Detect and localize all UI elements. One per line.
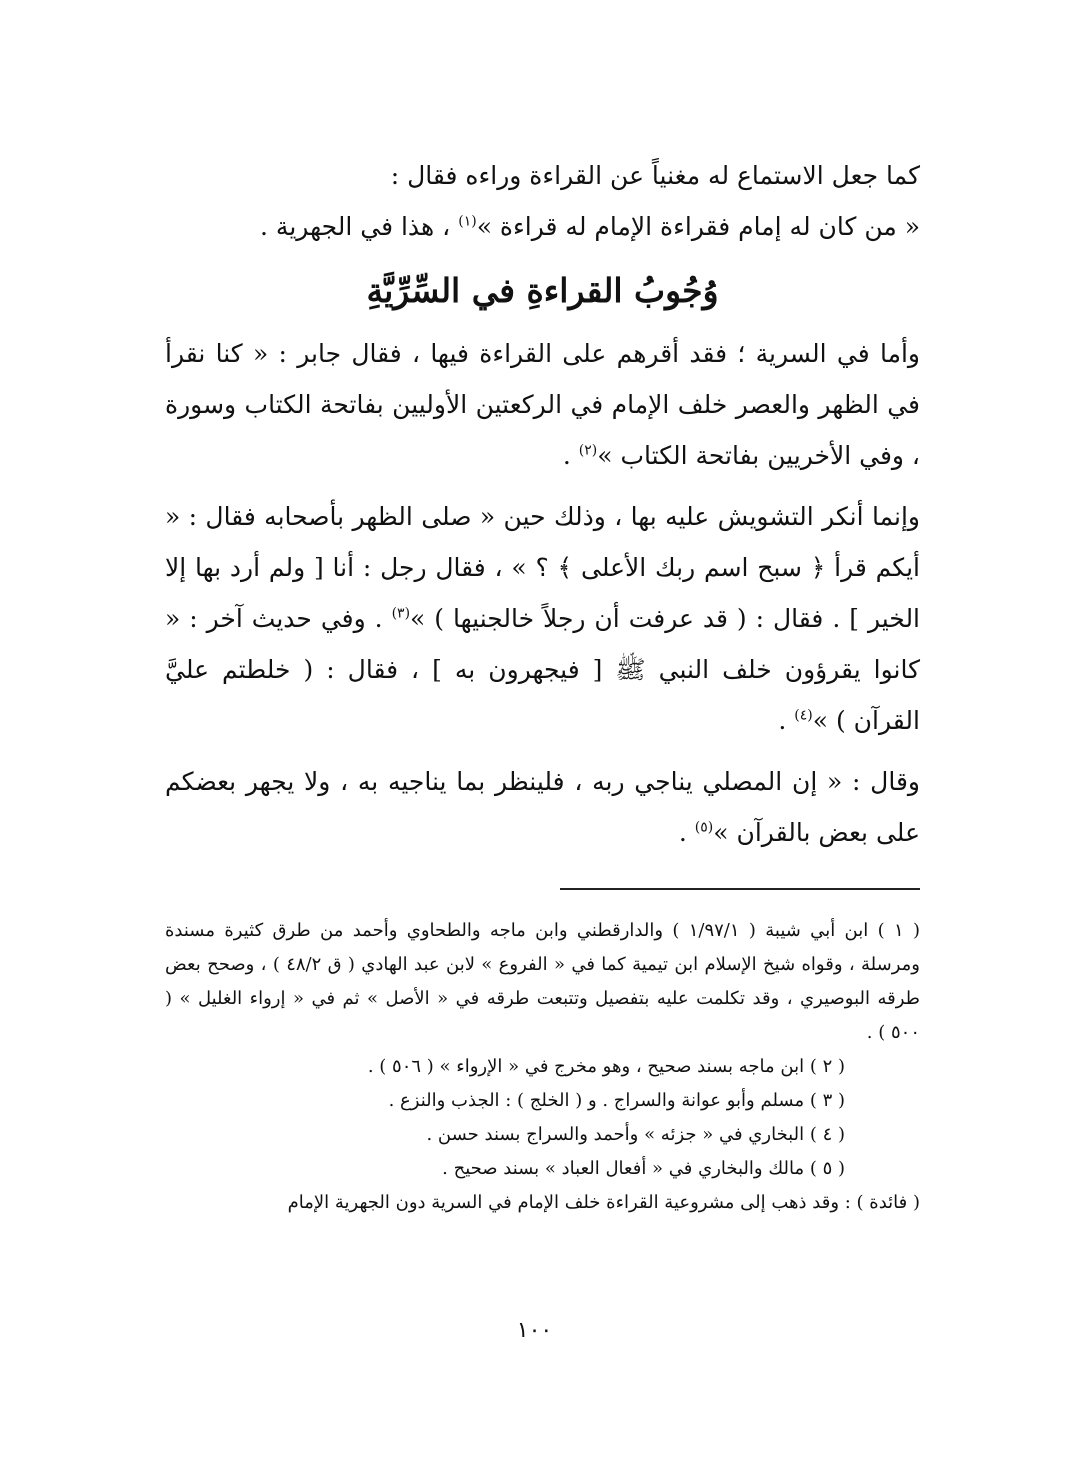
footnote-5: ( ٥ ) مالك والبخاري في « أفعال العباد » بسند صحيح .: [442, 1158, 845, 1179]
paragraph-sirriya-end: .: [562, 441, 579, 470]
quote-line: [165, 201, 920, 252]
paragraph-munajat-text: وقال : « إن المصلي يناجي ربه ، فلينظر بما يناجيه به ، ولا يجهر بعضكم على بعض بالقرآن »: [165, 767, 920, 847]
footnote-1: ( ١ ) ابن أبي شيبة ( ١/٩٧/١ ) والدارقطني وابن ماجه والطحاوي وأحمد من طرق كثيرة مسندة ومرسلة ، وقواه شيخ الإسلام ابن تيمية كما في « الفروع » لابن عبد الهادي ( ق ٤٨/٢ ) ، وصحح بعض طرقه البوصيري ، وقد تكلمت عليه بتفصيل وتتبعت طرقه في « الأصل » ثم في « إرواء الغليل » ( ٥٠٠ ) .: [165, 920, 921, 1043]
quote-tail: ، هذا في الجهرية .: [260, 212, 451, 241]
paragraph-tashwish-end: .: [778, 706, 795, 735]
paragraph-tashwish: [165, 491, 920, 746]
footnote-ref-2: (٢): [578, 442, 598, 459]
paragraph-munajat-end: .: [678, 818, 695, 847]
footnotes: [165, 914, 920, 1220]
intro-line: [165, 150, 920, 201]
section-heading: وُجُوبُ القراءةِ في السِّرِّيَّةِ: [366, 271, 719, 310]
intro-text: كما جعل الاستماع له مغنياً عن القراءة وراءه فقال :: [390, 161, 920, 190]
footnote-2: ( ٢ ) ابن ماجه بسند صحيح ، وهو مخرج في « الإرواء » ( ٥٠٦ ) .: [367, 1056, 845, 1077]
quote-text: « من كان له إمام فقراءة الإمام له قراءة »: [476, 212, 920, 241]
footnote-list: [165, 1050, 920, 1186]
page-number: ١٠٠: [516, 1318, 553, 1343]
footnote-divider: [560, 888, 920, 890]
paragraph-sirriya: [165, 328, 920, 481]
footnote-4: ( ٤ ) البخاري في « جزئه » وأحمد والسراج بسند حسن .: [426, 1124, 845, 1145]
paragraph-munajat: [165, 756, 920, 858]
footnote-ref-1: (١): [458, 213, 477, 230]
fayida-note: ( فائدة ) : وقد ذهب إلى مشروعية القراءة خلف الإمام في السرية دون الجهرية الإمام: [287, 1192, 920, 1213]
paragraph-sirriya-text: وأما في السرية ؛ فقد أقرهم على القراءة فيها ، فقال جابر : « كنا نقرأ في الظهر والعصر خلف الإمام في الركعتين الأوليين بفاتحة الكتاب وسورة ، وفي الأخريين بفاتحة الكتاب »: [165, 339, 920, 470]
paragraph-tashwish-text: وإنما أنكر التشويش عليه بها ، وذلك حين « صلى الظهر بأصحابه فقال : « أيكم قرأ ﴿ سبح اسم ربك الأعلى ﴾ ؟ » ، فقال رجل : أنا [ ولم أرد بها إلا الخير ] . فقال : ( قد عرفت أن رجلاً خالجنيها ) »: [165, 502, 921, 633]
footnote-ref-3: (٣): [391, 605, 411, 622]
footnote-ref-4: (٤): [794, 707, 813, 724]
paragraph-tashwish-text-2: . وفي حديث آخر : « كانوا يقرؤون خلف النبي ﷺ [ فيجهرون به ] ، فقال : ( خلطتم عليَّ القرآن ) »: [165, 604, 920, 735]
footnote-ref-5: (٥): [694, 819, 714, 836]
footnote-3: ( ٣ ) مسلم وأبو عوانة والسراج . و ( الخلج ) : الجذب والنزع .: [388, 1090, 845, 1111]
page-content: [165, 150, 920, 1220]
